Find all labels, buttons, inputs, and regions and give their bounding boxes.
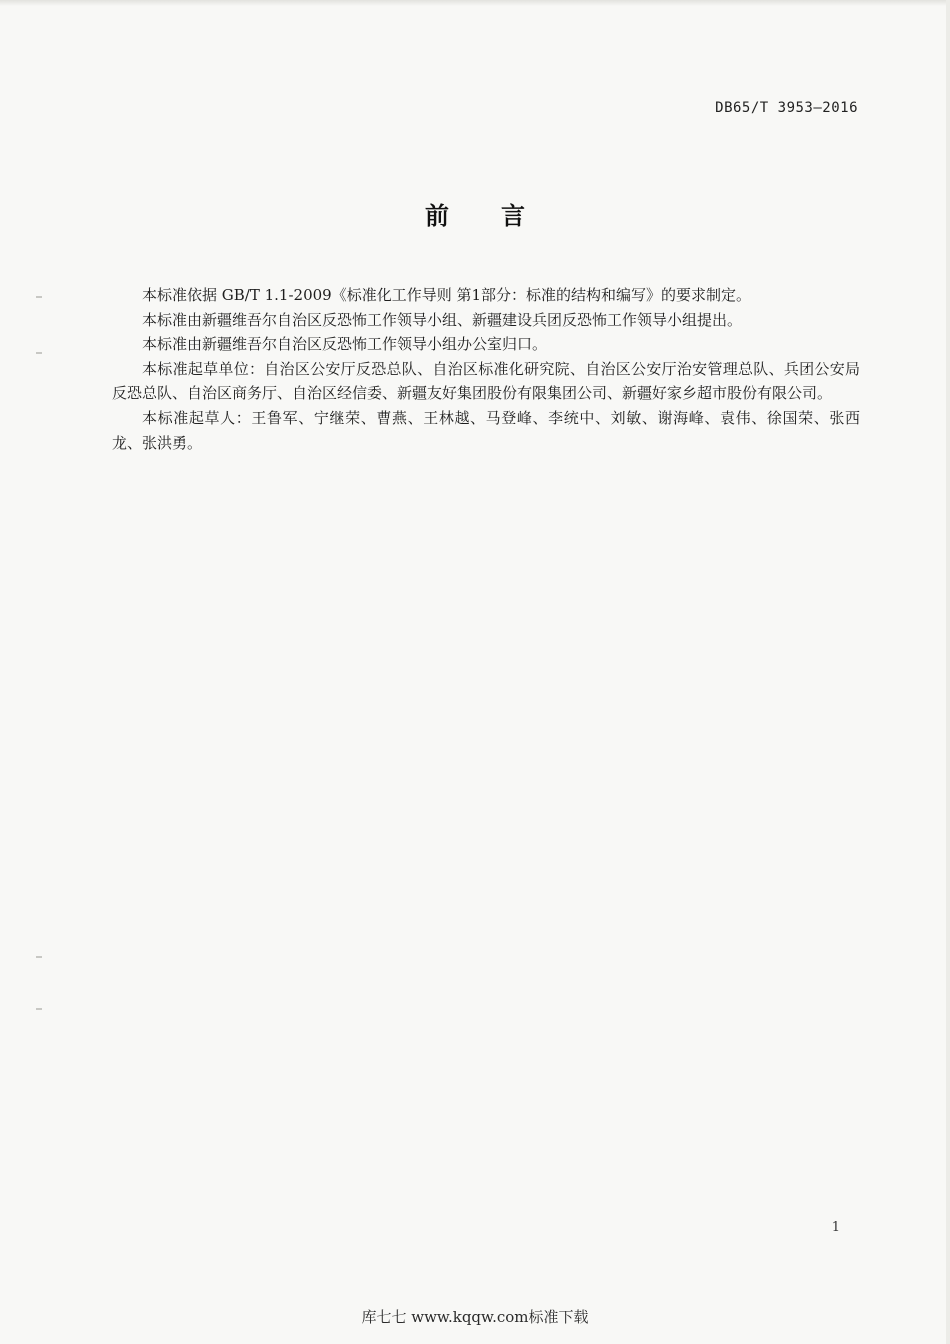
margin-mark bbox=[36, 296, 42, 298]
footer-watermark-text: 库七七 www.kqqw.com标准下载 bbox=[361, 1308, 589, 1326]
paragraph: 本标准由新疆维吾尔自治区反恐怖工作领导小组、新疆建设兵团反恐怖工作领导小组提出。 bbox=[142, 310, 743, 329]
paragraph: 本标准依据 GB/T 1.1-2009《标准化工作导则 第1部分：标准的结构和编写》的要求制定。 bbox=[142, 286, 752, 304]
page-number: 1 bbox=[831, 1220, 840, 1235]
margin-mark bbox=[36, 352, 42, 354]
paragraph: 本标准起草人：王鲁军、宁继荣、曹燕、王林越、马登峰、李统中、刘敏、谢海峰、袁伟、徐国荣、张西龙、张洪勇。 bbox=[112, 408, 860, 452]
paragraph: 本标准起草单位：自治区公安厅反恐总队、自治区标准化研究院、自治区公安厅治安管理总队、兵团公安局反恐总队、自治区商务厅、自治区经信委、新疆友好集团股份有限集团公司、新疆好家乡超市股份有限公司。 bbox=[112, 359, 860, 403]
page-title: 前言 bbox=[425, 202, 577, 230]
preface-body bbox=[112, 283, 860, 455]
document-code: DB65/T 3953—2016 bbox=[715, 100, 858, 116]
margin-mark bbox=[36, 1008, 42, 1010]
margin-mark bbox=[36, 956, 42, 958]
paragraph: 本标准由新疆维吾尔自治区反恐怖工作领导小组办公室归口。 bbox=[142, 335, 548, 354]
scan-top-edge bbox=[0, 0, 950, 6]
